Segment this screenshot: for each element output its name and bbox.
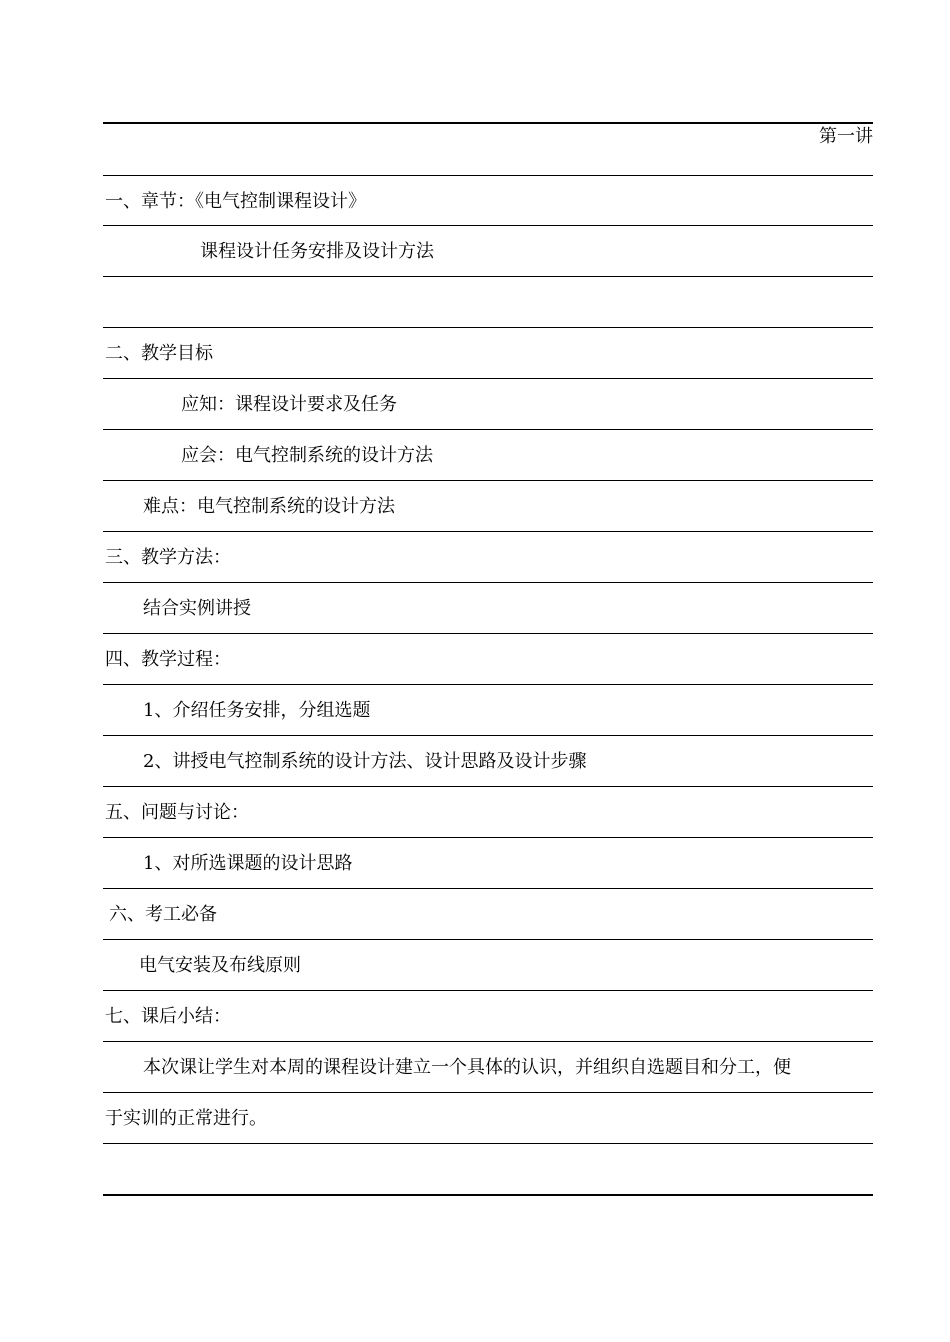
lesson-line	[103, 328, 873, 379]
lesson-line	[103, 1093, 873, 1144]
lesson-line	[103, 991, 873, 1042]
lesson-line-text: 应知：课程设计要求及任务	[181, 394, 397, 415]
bottom-rule	[103, 1194, 873, 1196]
lesson-line	[103, 175, 873, 226]
lesson-line-text: 五、问题与讨论：	[105, 802, 249, 823]
lesson-line	[103, 889, 873, 940]
lesson-line	[103, 430, 873, 481]
lesson-line-text: 结合实例讲授	[143, 598, 251, 619]
lesson-line	[103, 838, 873, 889]
lesson-line	[103, 277, 873, 328]
lesson-line-text: 二、教学目标	[105, 343, 213, 364]
lesson-line	[103, 532, 873, 583]
lesson-line-text: 课程设计任务安排及设计方法	[200, 241, 434, 262]
lesson-line	[103, 583, 873, 634]
lesson-line-text: 应会：电气控制系统的设计方法	[181, 445, 433, 466]
lesson-line	[103, 1042, 873, 1093]
lesson-line-text: 三、教学方法：	[105, 547, 231, 568]
lecture-label: 第一讲	[819, 126, 873, 147]
lesson-line-text: 本次课让学生对本周的课程设计建立一个具体的认识，并组织自选题目和分工，便	[143, 1057, 791, 1078]
lesson-line-text: 1、介绍任务安排，分组选题	[143, 700, 371, 721]
lesson-line-text: 1、对所选课题的设计思路	[143, 853, 353, 874]
lesson-line-text: 七、课后小结：	[105, 1006, 231, 1027]
lesson-line	[103, 226, 873, 277]
lesson-line	[103, 634, 873, 685]
lesson-line-text: 一、章节：《电气控制课程设计》	[105, 191, 366, 212]
lesson-line-text: 难点：电气控制系统的设计方法	[143, 496, 395, 517]
lesson-line-text: 于实训的正常进行。	[105, 1108, 267, 1129]
lesson-line	[103, 481, 873, 532]
lesson-line-text: 四、教学过程：	[105, 649, 231, 670]
lesson-line-text: 2、讲授电气控制系统的设计方法、设计思路及设计步骤	[143, 751, 587, 772]
lesson-line	[103, 787, 873, 838]
lesson-line	[103, 685, 873, 736]
lesson-line	[103, 736, 873, 787]
lesson-line-text: 六、考工必备	[109, 904, 217, 925]
lesson-line-text: 电气安装及布线原则	[139, 955, 301, 976]
lesson-line	[103, 379, 873, 430]
top-rule	[103, 122, 873, 124]
lesson-line	[103, 940, 873, 991]
